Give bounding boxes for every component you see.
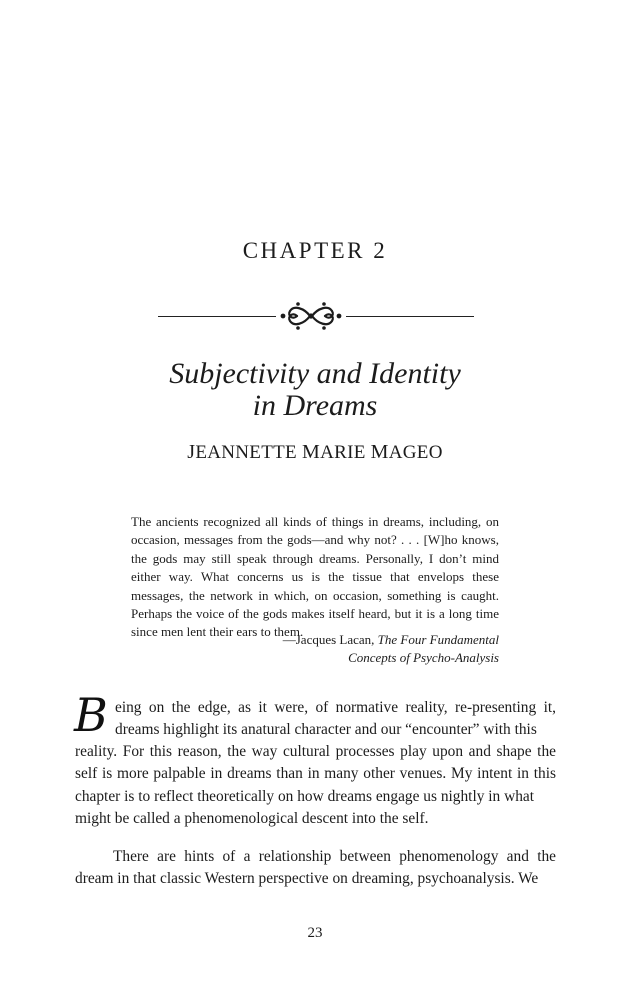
paragraph-1-continued [75, 741, 556, 830]
chapter-title-line-2: in Dreams [252, 389, 378, 422]
chapter-title [0, 358, 630, 422]
paragraph-1-last-line: might be called a phenomenological descent into the self. [75, 809, 429, 827]
epigraph-source-line-1: The Four Fundamental [377, 632, 499, 647]
epigraph-source-line-2: Concepts of Psycho-Analysis [348, 649, 499, 665]
ornament-rule-right [346, 316, 474, 317]
author-initial-m1: M [301, 441, 321, 463]
chapter-title-line-1: Subjectivity and Identity [169, 357, 461, 390]
paragraph-1-line-1: eing on the edge, as it were, of normative reality, re-presenting it, [115, 699, 556, 716]
author-middle-rest: ARIE [320, 442, 366, 463]
author-name [0, 441, 630, 464]
chapter-ornament [158, 296, 474, 336]
paragraph-1-body: reality. For this reason, the way cultural processes play upon and shape the self is more palpable in dreams than in many other venues. My intent in this chapter is to reflect theoretically on how dreams engage us nightly in what [75, 743, 556, 805]
paragraph-1-opening [115, 697, 556, 742]
drop-cap: B [74, 688, 108, 742]
author-initial-j: J [187, 441, 196, 463]
paragraph-2: There are hints of a relationship between phenomenology and the dream in that classic Western perspective on dreaming, psychoanalysis. We [75, 848, 556, 888]
author-first-rest: EANNETTE [195, 442, 297, 463]
author-last-rest: AGEO [388, 442, 443, 463]
author-initial-m2: M [370, 441, 389, 463]
epigraph-text: The ancients recognized all kinds of things in dreams, including, on occasion, messages from the gods—and why not? . . . [W]ho knows, the gods may still speak through dreams. Personally, I don’t mind either way. What concerns us is the tissue that envelops these messages, the network in which, on occasion, something is caught. Perhaps the voice of the gods makes itself heard, but it is a long time since men lent their ears to them. [131, 514, 499, 640]
paragraph-1-line-2: dreams highlight its anatural character and our “encounter” with this [115, 721, 537, 739]
page-number: 23 [307, 925, 323, 941]
epigraph-attribution [250, 631, 499, 666]
chapter-label: CHAPTER 2 [242, 238, 388, 263]
epigraph-author: —Jacques Lacan, [282, 632, 375, 647]
fleuron-ornament-icon [276, 299, 346, 333]
ornament-rule-left [158, 316, 276, 317]
